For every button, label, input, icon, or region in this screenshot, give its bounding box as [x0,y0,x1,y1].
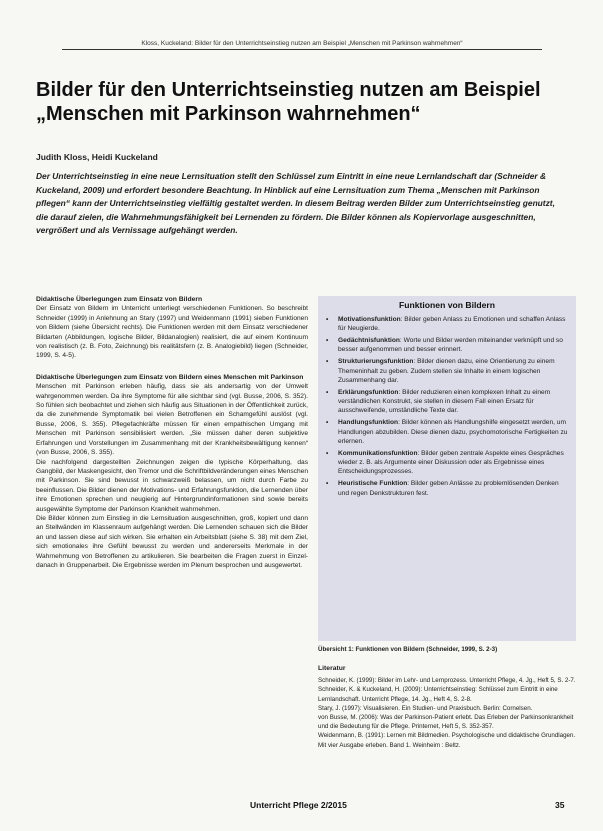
bullet-icon: • [326,358,329,366]
literature-entry: Schneider, K. & Kuckeland, H. (2009): Unterrichtseinstieg: Schlüssel zum Eintritt in eine Lernlandschaft. Unterricht Pflege, 14. Jg., Heft 4, S. 2-8. [318,686,558,703]
literature-entry: Schneider, K. (1999): Bilder im Lehr- und Lernprozess. Unterricht Pflege, 4. Jg., Heft 5, S. 2-7. [318,677,576,685]
section-body-bilder: Der Einsatz von Bildern im Unterricht unterliegt verschiedenen Funktionen. So beschreibt Schneider (1999) in Anlehnung an Stary (1997) und Weidenmann (1991) sieben Funktionen von Bildern (siehe Übersicht rechts). Die Funktionen werden mit dem Einsatz verschiedener Bildarten (Abbildungen, logische Bilder, Bildanalogien) realisiert, die auf einem Kontinuum von realistisch (z. B. Foto, Zeichnung) bis realitätsfern (z. B. Analogiebild) liegen (Schneider, 1999, S. 4-5). [36,305,308,360]
function-text: : Bilder können als Handlungshilfe eingesetzt werden, um Handlungen abzubilden. Diese dienen dazu, psychomotorische Fertigkeiten zu erlernen. [338,419,568,445]
literature [318,664,578,750]
literature-heading: Literatur [318,665,346,672]
function-text: : Bilder reduzieren einen komplexen Inhalt zu einem verständlichen Konstrukt, sie stellen in diesem Fall einen Ersatz für ausschweifende, umständliche Texte dar. [338,388,551,415]
function-term: Motivationsfunktion [338,316,401,323]
bullet-icon: • [326,419,329,427]
list-item [326,315,568,334]
function-text: : Bilder geben Anlass zu Emotionen und schaffen Anlass für Neugierde. [338,316,566,333]
section-body-parkinson-2: Die nachfolgend dargestellten Zeichnungen zeigen die typische Körperhaltung, das Gangbild, der Maskengesicht, den Tremor und die Schriftbildveränderungen eines Menschen mit Parkinson. Sie sind bewusst in schwarzweiß belassen, um nicht durch Farbe zu beeinflussen. Die Bilder dienen der Motivations- und Erfahrungsfunktion, die Lernenden über ihre Emotionen sprechen und neugierig auf Hintergrundinformationen sind sowie bereits ausgewählte Symptome der Parkinson Krankheit wahrnehmen. [36,458,308,513]
bullet-icon: • [326,337,329,345]
left-column [36,295,308,570]
functions-box-title: Funktionen von Bildern [399,300,495,310]
section-body-parkinson-1: Menschen mit Parkinson erleben häufig, dass sie als andersartig von der Umwelt wahrgenommen werden. Da ihre Symptome für alle sichtbar sind (vgl. Busse, 2006, S. 352). So fühlen sich beobachtet und ziehen sich häufig aus Situationen in der Öffentlichkeit zurück, da die zunehmende Symptomatik bei vielen Betroffenen ein Schamgefühl auslöst (vgl. Busse, 2006, S. 355). Pflegefachkräfte müssen für einen empathischen Umgang mit Menschen mit Parkinson sensibilisiert werden. „Sie müssen daher deren subjektive Erfahrungen und Vorstellungen im Zusammenhang mit der Krankheitsbewältigung kennen“ (von Busse, 2006, S. 355). [36,383,308,457]
function-term: Gedächtnisfunktion [338,337,400,345]
function-term: Strukturierungsfunktion [338,358,414,366]
literature-entry: von Busse, M. (2006): Was der Parkinson-Patient erlebt. Das Erleben der Parkinsonkrankheit und die Bedeutung für die Pflege. Printernet, Heft 5, S. 352-357. [318,714,574,731]
function-text: : Bilder geben Anlässe zu problemlösenden Denken und regen Denkstrukturen fest. [338,480,559,497]
list-item [326,418,568,446]
abstract: Der Unterrichtseinstieg in eine neue Lernsituation stellt den Schlüssel zum Eintritt in eine neue Lernlandschaft dar (Schneider & Kuckeland, 2009) und erfordert besondere Beachtung. In Hinblick auf eine Lernsituation zum Thema „Menschen mit Parkinson pflegen“ kann der Unterrichtseinstieg vielfältig gestaltet werden. In diesem Beitrag werden Bilder zum Unterrichtseinstieg genutzt, die darauf zielen, die Wahrnehmungsfähigkeit bei Lernenden zu fördern. Die Bilder können als Kopiervorlage ausgeschnitten, vergrößert und als Vernissage aufgehängt werden. [36,171,555,235]
list-item [326,388,568,416]
list-item [326,479,568,498]
authors: Judith Kloss, Heidi Kuckeland [36,152,158,162]
literature-entry: Stary, J. (1997): Visualisieren. Ein Studien- und Praxisbuch. Berlin: Cornelsen. [318,704,533,712]
functions-box [318,296,576,641]
running-header: Kloss, Kuckeland: Bilder für den Unterrichtseinstieg nutzen am Beispiel „Menschen mit Parkinson wahrnehmen“ [62,40,542,50]
function-term: Handlungsfunktion [338,419,399,427]
literature-entry: Weidenmann, B. (1991): Lernen mit Bildmedien. Psychologische und didaktische Grundlagen. Mit vier Ausgabe erleben. Band 1. Weinheim : Beltz. [318,732,576,749]
footer-publication: Unterricht Pflege 2/2015 [250,800,347,810]
function-text: : Bilder dienen dazu, eine Orientierung zu einem Themeninhalt zu geben. Zudem stellen sie Inhalte in einem logischen Zusammenhang dar. [338,358,555,384]
box-caption: Übersicht 1: Funktionen von Bildern (Schneider, 1999, S. 2-3) [318,646,498,653]
list-item [326,336,568,355]
list-item [326,357,568,385]
section-heading-bilder: Didaktische Überlegungen zum Einsatz von Bildern [36,296,203,303]
function-term: Heuristische Funktion [338,480,408,488]
section-heading-parkinson: Didaktische Überlegungen zum Einsatz von Bildern eines Menschen mit Parkinson [36,373,304,381]
article-title: Bilder für den Unterrichtseinstieg nutzen am Beispiel „Menschen mit Parkinson wahrnehmen“ [36,79,541,125]
bullet-icon: • [326,316,329,323]
bullet-icon: • [326,388,329,396]
functions-list [326,315,568,498]
page-number: 35 [555,800,565,810]
bullet-icon: • [326,480,329,488]
bullet-icon: • [326,449,329,457]
function-term: Kommunikationsfunktion [338,449,418,457]
function-text: : Worte und Bilder werden miteinander verknüpft und so besser aufgenommen und besser erinnert. [338,337,563,354]
section-body-parkinson-3: Die Bilder können zum Einstieg in die Lernsituation ausgeschnitten, groß, kopiert und dann an Stellwänden im Klassenraum aufgehängt werden. Die Lernenden schauen sich die Bilder an und lassen diese auf sich wirken. Sie erhalten ein Arbeitsblatt (siehe S. 38) mit dem Ziel, sich emotionales ihre Gefühl bewusst zu werden und andererseits Merkmale in der Wahrnehmung von Betroffenen zu artikulieren. Sie bearbeiten die Fragen zuerst in Einzel- danach in Gruppenarbeit. Die Ergebnisse werden im Plenum besprochen und ausgewertet. [36,514,308,569]
list-item [326,449,568,477]
function-text: : Bilder geben zentrale Aspekte eines Gespräches wieder z. B. als Argumente einer Diskussion oder als Ergebnisse eines Entscheidungsprozesses. [338,449,564,476]
function-term: Erklärungsfunktion [338,388,399,396]
